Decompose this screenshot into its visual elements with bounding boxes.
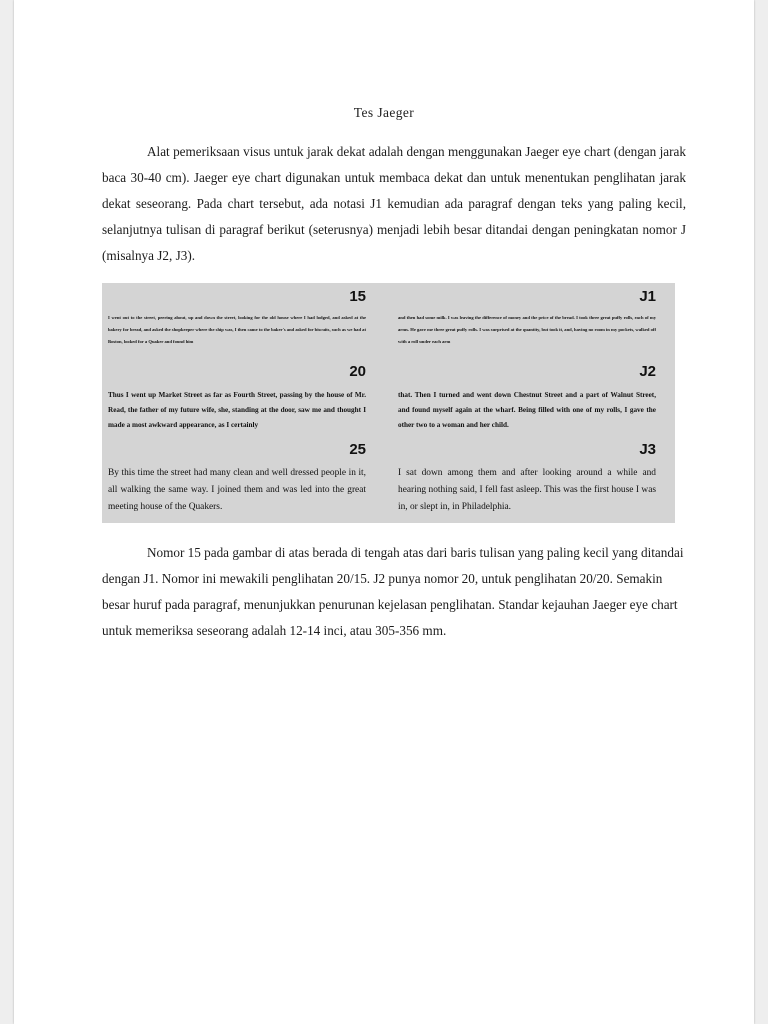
chart-label-j3: J3 — [639, 441, 656, 458]
jaeger-eye-chart-image — [102, 283, 675, 523]
chart-cell-20 — [102, 363, 372, 438]
chart-text-15: I went out to the street, peering about, up and down the street, looking for the old house where I had lodged, and asked at the bakery for bread, and asked the shopkeeper where the ship was, I then came to the baker's and asked for biscuits, such as we had at Boston, looked for a Quaker and found him — [108, 315, 366, 344]
chart-text-j3: I sat down among them and after looking around a while and hearing nothing said, I fell fast asleep. This was the first house I was in, or slept in, in Philadelphia. — [398, 468, 656, 512]
document-page — [14, 0, 754, 1024]
chart-label-j2: J2 — [639, 363, 656, 380]
chart-text-j1: and then had some milk. I was leaving the difference of money and the price of the bread. I took three great puffy rolls, each of my arms. He gave me three great puffy rolls. I was surprised at the quantity, but took it, and, having no room in my pockets, walked off with a roll under each arm — [398, 315, 656, 344]
chart-text-20: Thus I went up Market Street as far as Fourth Street, passing by the house of Mr. Read, the father of my future wife, she, standing at the door, saw me and thought I made a most awkward appearance, as I certainly — [108, 391, 366, 429]
paragraph-explanation: Nomor 15 pada gambar di atas berada di tengah atas dari baris tulisan yang paling kecil yang ditandai dengan J1. Nomor ini mewakili penglihatan 20/15. J2 punya nomor 20, untuk penglihatan 20/20. Semakin besar huruf pada paragraf, menunjukkan penurunan kejelasan penglihatan. Standar kejauhan Jaeger eye chart untuk memeriksa seseorang adalah 12-14 inci, atau 305-356 mm. — [102, 545, 684, 638]
chart-label-20: 20 — [349, 363, 366, 380]
chart-text-j2: that. Then I turned and went down Chestnut Street and a part of Walnut Street, and found myself again at the wharf. Being filled with one of my rolls, I gave the other two to a woman and her child. — [398, 391, 656, 429]
chart-text-25: By this time the street had many clean and well dressed people in it, all walking the same way. I joined them and was led into the great meeting house of the Quakers. — [108, 468, 366, 512]
chart-cell-j3 — [392, 441, 662, 521]
chart-label-j1: J1 — [639, 288, 656, 305]
chart-label-25: 25 — [349, 441, 366, 458]
chart-cell-j2 — [392, 363, 662, 438]
document-title: Tes Jaeger — [353, 105, 415, 120]
chart-label-15: 15 — [349, 288, 366, 305]
chart-cell-25 — [102, 441, 372, 521]
chart-cell-j1 — [392, 288, 662, 358]
chart-cell-15 — [102, 288, 372, 358]
paragraph-intro: Alat pemeriksaan visus untuk jarak dekat adalah dengan menggunakan Jaeger eye chart (dengan jarak baca 30-40 cm). Jaeger eye chart digunakan untuk membaca dekat dan untuk menentukan penglihatan jarak dekat seseorang. Pada chart tersebut, ada notasi J1 kemudian ada paragraf dengan teks yang paling kecil, selanjutnya tulisan di paragraf berikut (seterusnya) menjadi lebih besar ditandai dengan peningkatan nomor J (misalnya J2, J3). — [102, 144, 686, 263]
